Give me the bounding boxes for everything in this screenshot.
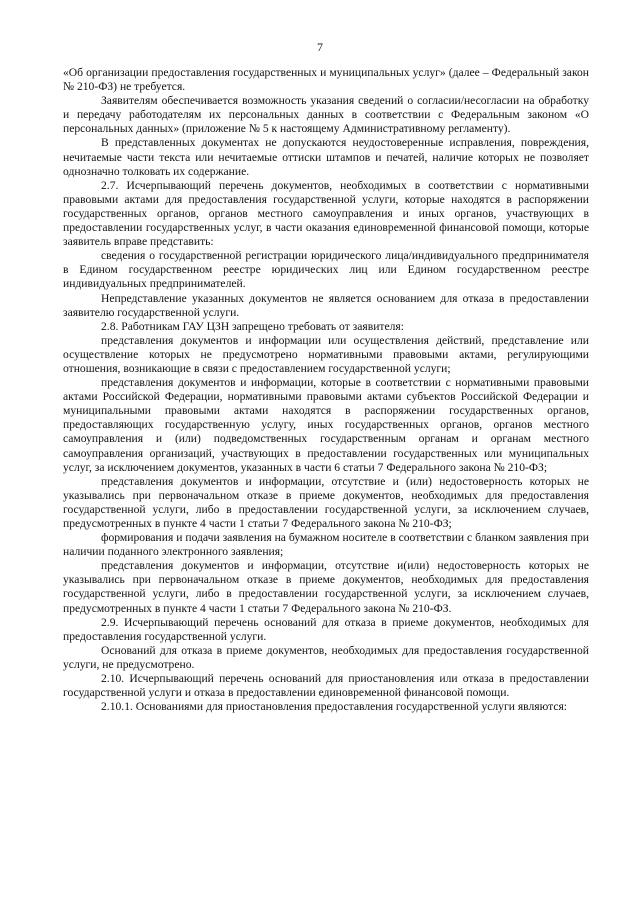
- paragraph: сведения о государственной регистрации юридического лица/индивидуального предпринимателя в Едином государственном реестре юридических лиц или Едином государственном реестре индивидуальных предпринимателей.: [63, 249, 589, 291]
- paragraph: 2.8. Работникам ГАУ ЦЗН запрещено требовать от заявителя:: [101, 319, 404, 333]
- paragraph: 2.10. Исчерпывающий перечень оснований для приостановления или отказа в предоставлении государственной услуги и отказа в предоставлении единовременной финансовой помощи.: [63, 672, 589, 700]
- paragraph: 2.10.1. Основаниями для приостановления предоставления государственной услуги являются:: [101, 700, 568, 714]
- paragraph: представления документов и информации, отсутствие и (или) недостоверность которых не указывались при первоначальном отказе в приеме документов, необходимых для предоставления государственной услуги, либо в предоставлении государственной услуги, за исключением случаев, предусмотренных в пункте 4 части 1 статьи 7 Федерального закона № 210-ФЗ;: [63, 474, 589, 530]
- paragraph: В представленных документах не допускаются неудостоверенные исправления, повреждения, нечитаемые части текста или нечитаемые оттиски штампов и печатей, наличие которых не позволяет однозначно толковать их содержание.: [63, 136, 589, 178]
- paragraph: представления документов и информации, которые в соответствии с нормативными правовыми актами Российской Федерации, нормативными правовыми актами субъектов Российской Федерации и муниципальными правовыми актами находятся в распоряжении государственных органов, предоставляющих государственную услугу, иных государственных органов, органов местного самоуправления и (или) подведомственных государственным органам и органам местного самоуправления организаций, участвующих в предоставлении государственных или муниципальных услуг, за исключением документов, указанных в части 6 статьи 7 Федерального закона № 210-ФЗ;: [63, 376, 589, 474]
- paragraph: формирования и подачи заявления на бумажном носителе в соответствии с бланком заявления при наличии поданного электронного заявления;: [63, 531, 589, 559]
- paragraph: представления документов и информации или осуществления действий, представление или осуществление которых не предусмотрено нормативными правовыми актами, регулирующими отношения, возникающие в связи с предоставлением государственной услуги;: [63, 333, 589, 375]
- paragraph: 2.9. Исчерпывающий перечень оснований для отказа в приеме документов, необходимых для предоставления государственной услуги.: [63, 615, 589, 643]
- paragraph: «Об организации предоставления государственных и муниципальных услуг» (далее – Федеральный закон № 210-ФЗ) не требуется.: [63, 66, 589, 94]
- document-body: [63, 66, 589, 714]
- page-number: 7: [317, 40, 323, 54]
- paragraph: представления документов и информации, отсутствие и(или) недостоверность которых не указывались при первоначальном отказе в приеме документов, необходимых для предоставления государственной услуги, либо в предоставлении государственной услуги, за исключением случаев, предусмотренных в пункте 4 части 1 статьи 7 Федерального закона № 210-ФЗ.: [63, 559, 589, 615]
- paragraph: 2.7. Исчерпывающий перечень документов, необходимых в соответствии с нормативными правовыми актами для предоставления государственной услуги, которые находятся в распоряжении государственных органов, органов местного самоуправления и иных органов, участвующих в предоставлении государственных услуг, в части оказания единовременной финансовой помощи, которые заявитель вправе представить:: [63, 178, 589, 249]
- paragraph: Непредставление указанных документов не является основанием для отказа в предоставлении заявителю государственной услуги.: [63, 291, 589, 319]
- paragraph: Заявителям обеспечивается возможность указания сведений о согласии/несогласии на обработку и передачу работодателям их персональных данных в соответствии с Федеральным законом «О персональных данных» (приложение № 5 к настоящему Административному регламенту).: [63, 94, 589, 136]
- paragraph: Оснований для отказа в приеме документов, необходимых для предоставления государственной услуги, не предусмотрено.: [63, 643, 589, 671]
